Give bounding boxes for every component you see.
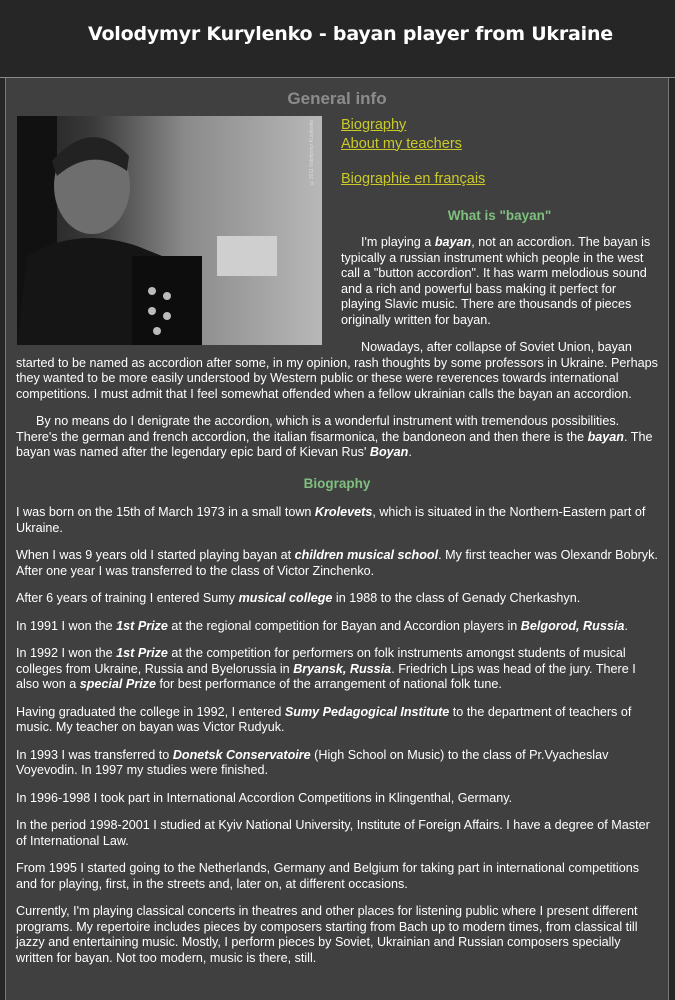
text: In the period 1998-2001 I studied at Kyiv National University, Institute of Foreign Affairs. I have a degree of Master of International Law. [16,818,650,848]
emphasis-text: Bryansk, Russia [293,661,392,676]
text: . [624,618,628,633]
paragraph [16,791,658,807]
text: I was born on the 15th of March 1973 in a small town [16,505,315,519]
biography-heading: Biography [303,475,371,491]
page-title: Volodymyr Kurylenko - bayan player from Ukraine [87,23,613,45]
emphasis-text: Donetsk Conservatoire [172,747,311,762]
paragraph [16,340,658,402]
paragraph [16,705,658,736]
text: . My first teacher was Olexandr Bobryk. After one year I was transferred to the class of Victor Zinchenko. [16,548,658,578]
text: at the regional competition for Bayan and Accordion players in [167,618,521,633]
text: When I was 9 years old I started playing bayan at [16,548,295,562]
text: (High School on Music) to the class of Pr.Vyacheslav Voyevodin. In 1997 my studies were finished. [16,747,609,777]
text: . Friedrich Lips was head of the jury. There I also won a [16,661,636,691]
paragraph [16,904,658,966]
text: . [408,445,412,459]
text: for best performance of the arrangement of national folk tune. [156,677,502,691]
portrait-image [17,116,322,345]
text: In 1993 I was transferred to [16,747,173,762]
text: In 1996-1998 I took part in International Accordion Competitions in Klingenthal, Germany. [16,790,513,805]
link-about-teachers[interactable]: About my teachers [341,135,462,152]
text: in 1988 to the class of Genady Cherkashyn. [332,591,581,605]
emphasis-text: Krolevets [314,505,373,519]
text: . The bayan was named after the legendary epic bard of Kievan Rus' [16,429,653,459]
emphasis-text: bayan [434,235,472,249]
text: Nowadays, after collapse of Soviet Union, bayan started to be named as accordion after some, in my opinion, rash thoughts by some professors in Ukraine. Perhaps they wanted to be more easily understood by Western public or these were reverences towards international competitions. I must admit that I feel somewhat offended when a fellow ukrainian calls the bayan an accordion. [16,340,658,401]
biography-section [16,505,658,966]
emphasis-text: Boyan [369,445,409,459]
text: By no means do I denigrate the accordion, which is a wonderful instrument with tremendous possibilities. There's the german and french accordion, the italian fisarmonica, the bandoneon and then there is the [16,414,620,444]
emphasis-text: 1st Prize [116,646,168,660]
paragraph [16,861,658,892]
general-info-heading: General info [287,89,387,108]
link-biographie-francais[interactable]: Biographie en français [341,170,486,187]
paragraph [16,548,658,579]
text: After 6 years of training I entered Sumy [16,591,239,605]
photo-watermark: ©2011 Volodymyr Kurylenko [308,119,315,185]
portrait-photo [17,116,322,345]
content-panel [5,78,669,1000]
text: From 1995 I started going to the Netherlands, Germany and Belgium for taking part in international competitions and for playing, first, in the streets and, later on, at different occasions. [16,861,640,891]
text: I'm playing a [361,235,435,249]
emphasis-text: special Prize [79,677,157,691]
paragraph [16,591,658,607]
page-header [0,0,675,78]
emphasis-text: Belgorod, Russia [520,618,625,633]
emphasis-text: musical college [238,591,333,605]
text: Having graduated the college in 1992, I entered [16,704,285,719]
emphasis-text: bayan [587,429,624,444]
what-is-bayan-heading: What is "bayan" [447,207,552,223]
paragraph [16,748,658,779]
text: to the department of teachers of music. My teacher on bayan was Victor Rudyuk. [16,704,632,734]
text: , which is situated in the Northern-Eastern part of Ukraine. [16,505,646,535]
paragraph [16,646,658,693]
text: In 1992 I won the [16,646,117,660]
emphasis-text: 1st Prize [116,618,168,633]
paragraph [16,619,658,635]
text: , not an accordion. The bayan is typically a russian instrument which people in the west call a "button accordion". It has warm melodious sound and a rich and powerful bass making it perfect for playing Slavic music. There are thousands of pieces originally written for bayan. [341,235,651,327]
emphasis-text: children musical school [294,548,439,562]
link-biography[interactable]: Biography [341,116,407,133]
text: In 1991 I won the [16,618,117,633]
paragraph [16,505,658,536]
emphasis-text: Sumy Pedagogical Institute [284,704,450,719]
text: Currently, I'm playing classical concerts in theatres and other places for listening public where I present different programs. My repertoire includes pieces by composers starting from Bach up to modern times, from classical till jazzy and entertaining music. Mostly, I perform pieces by Soviet, Ukrainian and Russian composers specially written for bayan. Not too modern, music is there, still. [16,904,638,965]
text: at the competition for performers on folk instruments amongst students of musical colleges from Ukraine, Russia and Byelorussia in [16,646,626,676]
paragraph [16,414,658,461]
paragraph [16,818,658,849]
